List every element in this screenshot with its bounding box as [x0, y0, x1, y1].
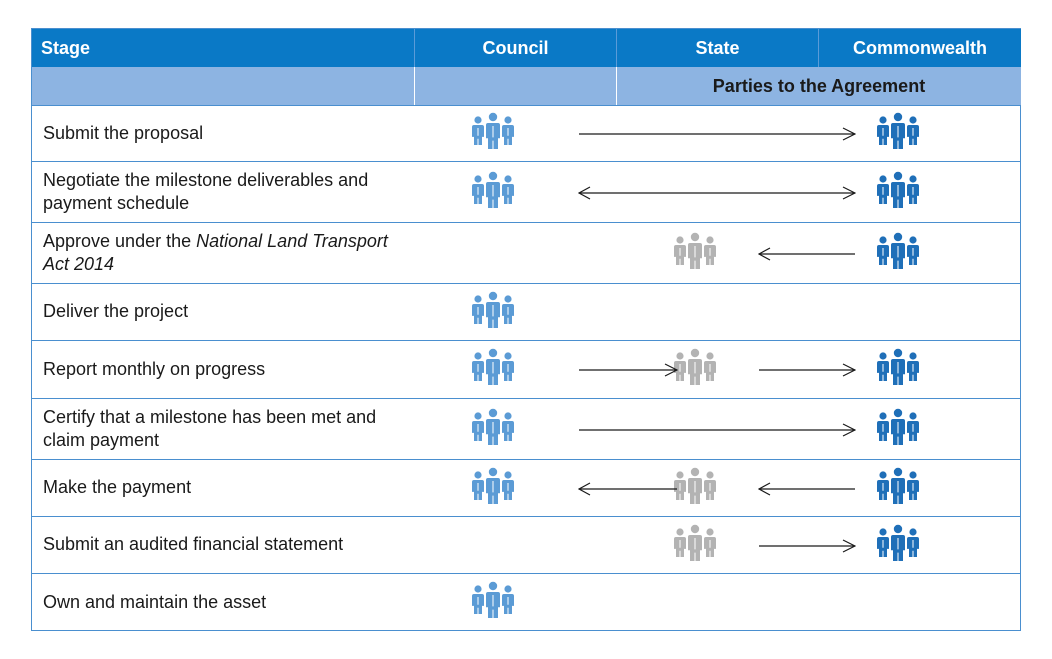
table-row: [32, 398, 1020, 459]
commonwealth-people-icon: [875, 232, 921, 276]
council-people-icon: [470, 112, 516, 156]
header-council: Council: [414, 29, 616, 67]
flow-arrow: [758, 247, 856, 261]
stage-label-text: Approve under the: [43, 230, 192, 251]
state-people-icon: [672, 348, 718, 392]
subheader-blank-stage: [32, 67, 414, 105]
commonwealth-people-icon: [875, 112, 921, 156]
council-people-icon: [470, 467, 516, 511]
flow-arrow: [758, 363, 856, 377]
stage-label-text: Negotiate the milestone deliverables and payment schedule: [43, 169, 369, 213]
stage-label-text: Own and maintain the asset: [43, 591, 267, 612]
table-row: [32, 222, 1020, 283]
council-people-icon: [470, 171, 516, 215]
council-people-icon: [470, 581, 516, 625]
stage-label: [43, 169, 388, 215]
council-people-icon: [470, 348, 516, 392]
stage-label-italic: National Land Transport Act 2014: [43, 230, 388, 274]
header-commonwealth: Commonwealth: [818, 29, 1021, 67]
commonwealth-people-icon: [875, 171, 921, 215]
stage-label-text: Report monthly on progress: [43, 358, 266, 379]
table-row: [32, 161, 1020, 222]
council-people-icon: [470, 408, 516, 452]
stage-label: [43, 476, 413, 499]
stage-label: [43, 122, 413, 145]
state-people-icon: [672, 232, 718, 276]
stage-label-text: Submit the proposal: [43, 122, 204, 143]
stage-label: [43, 358, 413, 381]
flow-arrow: [578, 186, 856, 200]
table-row: [32, 459, 1020, 516]
table-row: [32, 283, 1020, 340]
flow-arrow: [578, 482, 678, 496]
stage-label-text: Certify that a milestone has been met and claim payment: [43, 406, 377, 450]
stage-label-text: Make the payment: [43, 477, 192, 497]
flow-arrow: [578, 363, 678, 377]
flow-arrow: [578, 423, 856, 437]
stage-label: [43, 533, 413, 556]
table-row: [32, 516, 1020, 573]
council-people-icon: [470, 291, 516, 335]
stage-label: [43, 406, 388, 452]
stage-label-text: Submit an audited financial statement: [43, 534, 344, 554]
flow-arrow: [578, 127, 856, 141]
table-row: [32, 340, 1020, 398]
commonwealth-people-icon: [875, 524, 921, 568]
commonwealth-people-icon: [875, 348, 921, 392]
table-row: [32, 573, 1020, 631]
stages-table: [31, 28, 1021, 631]
table-row: [32, 105, 1020, 161]
header-stage: Stage: [32, 29, 414, 67]
flow-arrow: [758, 539, 856, 553]
header-state: State: [616, 29, 818, 67]
subheader-blank-council: [414, 67, 616, 105]
state-people-icon: [672, 524, 718, 568]
commonwealth-people-icon: [875, 408, 921, 452]
stage-label: [43, 300, 413, 323]
flow-arrow: [758, 482, 856, 496]
stage-label: [43, 591, 413, 614]
stage-label: [43, 230, 388, 276]
state-people-icon: [672, 467, 718, 511]
parties-to-agreement-label: Parties to the Agreement: [616, 67, 1021, 105]
commonwealth-people-icon: [875, 467, 921, 511]
stage-label-text: Deliver the project: [43, 301, 189, 321]
